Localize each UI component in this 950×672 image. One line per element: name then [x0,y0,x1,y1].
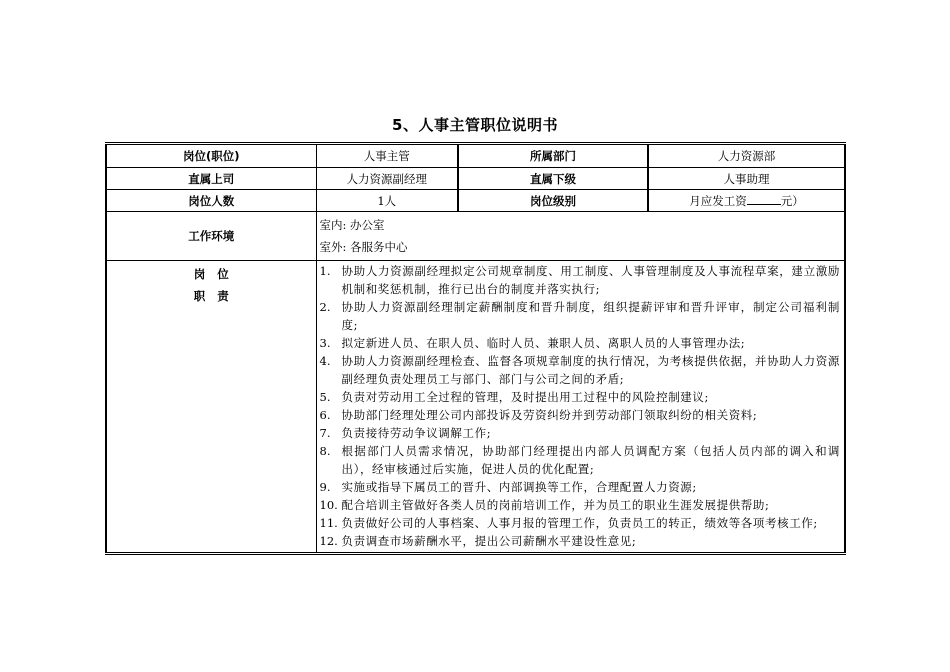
subordinate-label: 直属下级 [458,168,648,190]
duty-number: 2. [319,300,331,314]
duty-text: 协助人力资源副经理拟定公司规章制度、用工制度、人事管理制度及人事流程草案，建立激励机制和奖惩机制，推行已出台的制度并落实执行; [341,264,840,296]
table-row-duties [106,261,845,554]
level-suffix: 元） [780,193,804,208]
list-item [320,388,841,406]
level-prefix: 月应发工资 [689,193,747,208]
duty-text: 根据部门人员需求情况，协助部门经理提出内部人员调配方案（包括人员内部的调入和调出），经审核通过后实施，促进人员的优化配置; [341,444,840,476]
table-row-superior [106,168,845,190]
duty-number: 4. [319,354,331,368]
superior-value: 人力资源副经理 [316,168,458,190]
duties-label-line-1: 岗位 [193,267,241,281]
level-label: 岗位级别 [458,190,648,212]
duty-number: 12. [319,534,338,548]
duty-text: 配合培训主管做好各类人员的岗前培训工作，并为员工的职业生涯发展提供帮助; [341,498,770,512]
list-item [320,532,841,550]
duty-number: 10. [319,498,338,512]
environment-label: 工作环境 [106,212,316,261]
environment-value [316,212,845,261]
duty-text: 负责对劳动用工全过程的管理，及时提出用工过程中的风险控制建议; [341,390,709,404]
list-item [320,298,841,334]
job-description-table [105,142,846,555]
list-item [320,514,841,532]
duties-label-line-2: 职责 [193,289,241,303]
duty-text: 协助人力资源副经理制定薪酬制度和晋升制度，组织提薪评审和晋升评审，制定公司福利制度; [341,300,840,332]
superior-label: 直属上司 [106,168,316,190]
list-item [320,406,841,424]
headcount-label: 岗位人数 [106,190,316,212]
position-value: 人事主管 [316,144,458,168]
list-item [320,496,841,514]
duty-number: 7. [319,426,331,440]
duty-text: 实施或指导下属员工的晋升、内部调换等工作，合理配置人力资源; [341,480,697,494]
duty-text: 负责做好公司的人事档案、人事月报的管理工作，负责员工的转正，绩效等各项考核工作; [341,516,818,530]
salary-blank [747,193,781,205]
duties-label [106,261,316,554]
list-item [320,262,841,298]
duty-number: 1. [319,264,331,278]
headcount-value: 1人 [316,190,458,212]
department-label: 所属部门 [458,144,648,168]
duty-number: 8. [319,444,331,458]
subordinate-value: 人事助理 [648,168,845,190]
list-item [320,424,841,442]
duty-text: 协助人力资源副经理检查、监督各项规章制度的执行情况，为考核提供依据，并协助人力资源副经理负责处理员工与部门、部门与公司之间的矛盾; [341,354,840,386]
environment-indoor: 室内: 办公室 [319,218,385,232]
duty-number: 6. [319,408,331,422]
level-value [648,190,845,212]
duty-text: 负责调查市场薪酬水平，提出公司薪酬水平建设性意见; [341,534,637,548]
position-label: 岗位(职位) [106,144,316,168]
duty-text: 负责接待劳动争议调解工作; [341,426,492,440]
duty-number: 3. [319,336,331,350]
list-item [320,478,841,496]
duty-number: 9. [319,480,331,494]
table-row-headcount [106,190,845,212]
document-title: 5、人事主管职位说明书 [392,116,558,134]
environment-outdoor: 室外: 各服务中心 [319,240,408,254]
duty-text: 协助部门经理处理公司内部投诉及劳资纠纷并到劳动部门领取纠纷的相关资料; [341,408,758,422]
table-row-position [106,144,845,168]
duty-number: 5. [319,390,331,404]
duty-number: 11. [319,516,338,530]
list-item [320,334,841,352]
list-item [320,352,841,388]
list-item [320,442,841,478]
table-row-environment [106,212,845,261]
duty-text: 拟定新进人员、在职人员、临时人员、兼职人员、离职人员的人事管理办法; [341,336,746,350]
department-value: 人力资源部 [648,144,845,168]
duties-list [316,261,845,554]
